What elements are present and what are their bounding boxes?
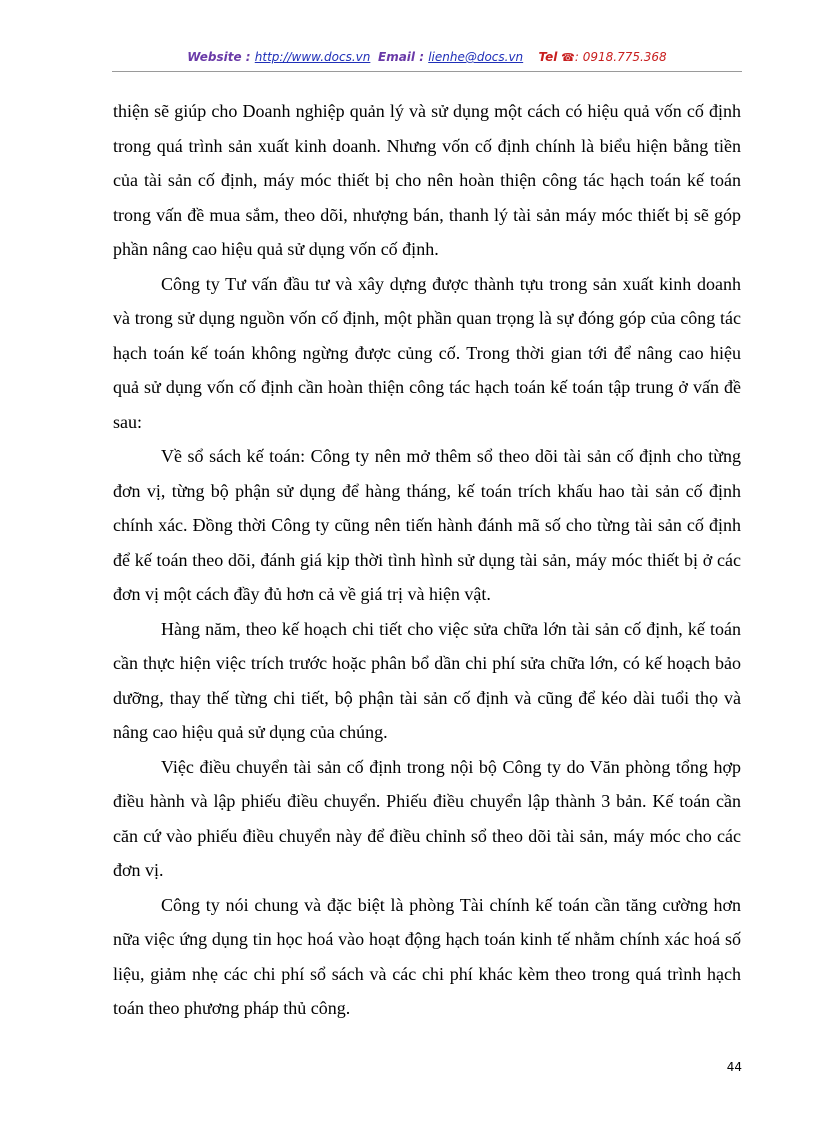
paragraph: Việc điều chuyển tài sản cố định trong nội bộ Công ty do Văn phòng tổng hợp điều hành và lập phiếu điều chuyển. Phiếu điều chuyển lập thành 3 bản. Kế toán cần căn cứ vào phiếu điều chuyển này để điều chỉnh sổ theo dõi tài sản, máy móc cho các đơn vị. — [113, 756, 741, 880]
document-body — [113, 94, 741, 1026]
email-separator: : — [415, 50, 429, 64]
email-link[interactable]: lienhe@docs.vn — [428, 50, 524, 64]
paragraph: thiện sẽ giúp cho Doanh nghiệp quản lý và sử dụng một cách có hiệu quả vốn cố định trong quá trình sản xuất kinh doanh. Nhưng vốn cố định chính là biểu hiện bằng tiền của tài sản cố định, máy móc thiết bị cho nên hoàn thiện công tác hạch toán kế toán trong vấn đề mua sắm, theo dõi, nhượng bán, thanh lý tài sản máy móc thiết bị sẽ góp phần nâng cao hiệu quả sử dụng vốn cố định. — [113, 101, 741, 259]
paragraph: Hàng năm, theo kế hoạch chi tiết cho việc sửa chữa lớn tài sản cố định, kế toán cần thực hiện việc trích trước hoặc phân bổ dần chi phí sửa chữa lớn, có kế hoạch bảo dưỡng, thay thế từng chi tiết, bộ phận tài sản cố định và cũng để kéo dài tuổi thọ và nâng cao hiệu quả sử dụng của chúng. — [113, 618, 741, 742]
page-header — [112, 50, 742, 70]
website-link[interactable]: http://www.docs.vn — [254, 50, 371, 64]
header-divider — [112, 71, 742, 72]
page-number: 44 — [726, 1060, 742, 1074]
paragraph: Công ty Tư vấn đầu tư và xây dựng được thành tựu trong sản xuất kinh doanh và trong sử dụng nguồn vốn cố định, một phần quan trọng là sự đóng góp của công tác hạch toán kế toán không ngừng được củng cố. Trong thời gian tới để nâng cao hiệu quả sử dụng vốn cố định cần hoàn thiện công tác hạch toán kế toán tập trung ở vấn đề sau: — [113, 273, 741, 432]
website-separator: : — [241, 50, 255, 64]
email-label: Email — [378, 50, 416, 64]
website-label: Website — [187, 50, 242, 64]
phone-icon: ☎ — [561, 51, 575, 64]
paragraph: Công ty nói chung và đặc biệt là phòng Tài chính kế toán cần tăng cường hơn nữa việc ứng dụng tin học hoá vào hoạt động hạch toán kinh tế nhằm chính xác hoá số liệu, giảm nhẹ các chi phí sổ sách và các chi phí khác kèm theo trong quá trình hạch toán theo phương pháp thủ công. — [113, 894, 741, 1018]
paragraph: Về sổ sách kế toán: Công ty nên mở thêm sổ theo dõi tài sản cố định cho từng đơn vị, từng bộ phận sử dụng để hàng tháng, kế toán trích khấu hao tài sản cố định chính xác. Đồng thời Công ty cũng nên tiến hành đánh mã số cho từng tài sản cố định để kế toán theo dõi, đánh giá kịp thời tình hình sử dụng tài sản, máy móc thiết bị ở các đơn vị một cách đầy đủ hơn cả về giá trị và hiện vật. — [113, 446, 741, 604]
phone-number: : 0918.775.368 — [574, 50, 667, 64]
tel-label: Tel — [538, 50, 558, 64]
